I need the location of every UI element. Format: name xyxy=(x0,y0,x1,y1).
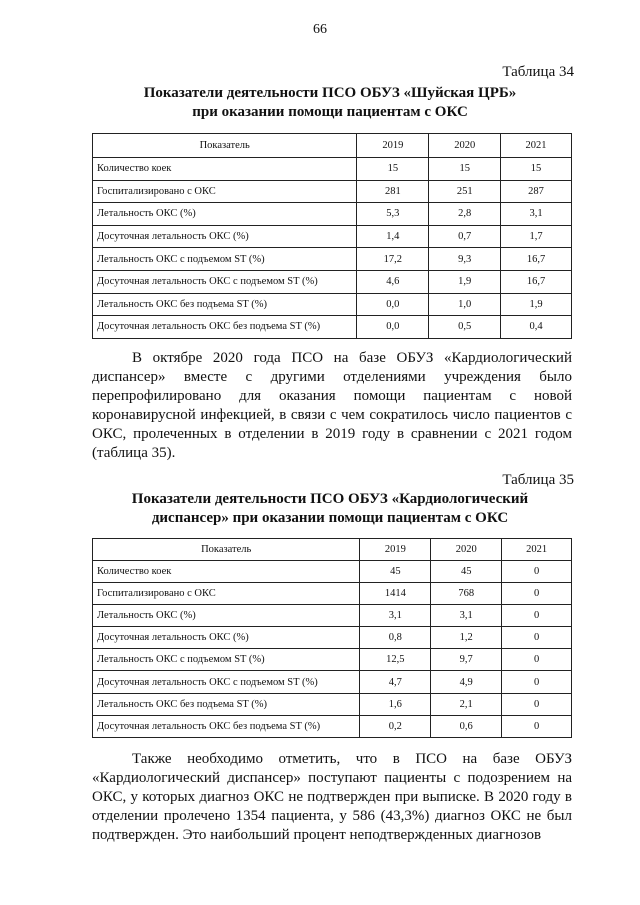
value-cell: 0 xyxy=(502,561,572,583)
value-cell: 0,0 xyxy=(357,293,429,316)
value-cell: 1,9 xyxy=(429,270,501,293)
value-cell: 1,2 xyxy=(431,627,502,649)
value-cell: 0,4 xyxy=(501,316,572,339)
value-cell: 1,6 xyxy=(360,693,431,715)
table-row xyxy=(93,561,572,583)
indicator-cell: Госпитализировано с ОКС xyxy=(93,180,357,203)
table-row xyxy=(93,649,572,671)
table35 xyxy=(92,538,572,738)
column-header: 2019 xyxy=(360,539,431,561)
paragraph-line: «Кардиологический диспансер» поступают пациенты с подозрением на xyxy=(92,770,572,786)
table-row xyxy=(93,158,572,181)
paragraph-line: подтвержден. Это наибольший процент неподтвержденных диагнозов xyxy=(92,827,542,843)
value-cell: 45 xyxy=(431,561,502,583)
table35-title-line: диспансер» при оказании помощи пациентам с ОКС xyxy=(151,510,509,526)
table34-title xyxy=(80,84,580,122)
table-row xyxy=(93,316,572,339)
table-row xyxy=(93,293,572,316)
indicator-cell: Госпитализировано с ОКС xyxy=(93,583,360,605)
value-cell: 0,6 xyxy=(431,715,502,737)
table-row xyxy=(93,605,572,627)
indicator-cell: Летальность ОКС с подъемом ST (%) xyxy=(93,248,357,271)
paragraph-line: В октябре 2020 года ПСО на базе ОБУЗ «Кардиологический xyxy=(132,350,572,366)
table35-label: Таблица 35 xyxy=(502,472,574,488)
paragraph-2 xyxy=(92,750,572,845)
indicator-cell: Количество коек xyxy=(93,158,357,181)
value-cell: 45 xyxy=(360,561,431,583)
value-cell: 768 xyxy=(431,583,502,605)
paragraph-1 xyxy=(92,349,572,463)
paragraph-line: коронавирусной инфекцией, в связи с чем сократилось число пациентов с xyxy=(92,407,572,423)
paragraph-line: Также необходимо отметить, что в ПСО на базе ОБУЗ xyxy=(132,751,572,767)
value-cell: 0 xyxy=(502,627,572,649)
value-cell: 0,5 xyxy=(429,316,501,339)
value-cell: 0 xyxy=(502,693,572,715)
table-row xyxy=(93,225,572,248)
value-cell: 17,2 xyxy=(357,248,429,271)
value-cell: 15 xyxy=(357,158,429,181)
value-cell: 1414 xyxy=(360,583,431,605)
value-cell: 3,1 xyxy=(501,203,572,226)
indicator-cell: Летальность ОКС без подъема ST (%) xyxy=(93,293,357,316)
paragraph-line: отделении пролечено 1354 пациента, у 586 (43,3%) диагноз ОКС не был xyxy=(92,808,572,824)
table-row xyxy=(93,627,572,649)
column-header: 2020 xyxy=(429,134,501,158)
value-cell: 9,3 xyxy=(429,248,501,271)
value-cell: 1,9 xyxy=(501,293,572,316)
table-row xyxy=(93,715,572,737)
value-cell: 2,8 xyxy=(429,203,501,226)
column-header: 2021 xyxy=(502,539,572,561)
value-cell: 4,9 xyxy=(431,671,502,693)
paragraph-line: перепрофилировано для оказания помощи пациентам с новой xyxy=(92,388,572,404)
value-cell: 0,8 xyxy=(360,627,431,649)
value-cell: 3,1 xyxy=(360,605,431,627)
indicator-cell: Летальность ОКС (%) xyxy=(93,605,360,627)
table-row xyxy=(93,270,572,293)
paragraph-line: ОКС, у которых диагноз ОКС не подтвержден при выписке. В 2020 году в xyxy=(92,789,572,805)
value-cell: 16,7 xyxy=(501,270,572,293)
table34-title-line: при оказании помощи пациентам с ОКС xyxy=(192,104,468,120)
value-cell: 16,7 xyxy=(501,248,572,271)
indicator-cell: Летальность ОКС с подъемом ST (%) xyxy=(93,649,360,671)
value-cell: 0,7 xyxy=(429,225,501,248)
value-cell: 15 xyxy=(429,158,501,181)
table34-title-line: Показатели деятельности ПСО ОБУЗ «Шуйская ЦРБ» xyxy=(143,85,517,101)
value-cell: 0 xyxy=(502,583,572,605)
value-cell: 9,7 xyxy=(431,649,502,671)
indicator-cell: Досуточная летальность ОКС (%) xyxy=(93,225,357,248)
column-header: Показатель xyxy=(93,134,357,158)
paragraph-line: ОКС, пролеченных в отделении в 2019 году в сравнении с 2021 годом xyxy=(92,426,572,442)
table-header-row xyxy=(93,134,572,158)
table35-title-line: Показатели деятельности ПСО ОБУЗ «Кардиологический xyxy=(131,491,529,507)
value-cell: 3,1 xyxy=(431,605,502,627)
indicator-cell: Досуточная летальность ОКС с подъемом ST (%) xyxy=(93,270,357,293)
indicator-cell: Досуточная летальность ОКС без подъема ST (%) xyxy=(93,316,357,339)
column-header: Показатель xyxy=(93,539,360,561)
value-cell: 0 xyxy=(502,671,572,693)
value-cell: 0 xyxy=(502,715,572,737)
paragraph-line: (таблица 35). xyxy=(92,445,176,461)
value-cell: 0,0 xyxy=(357,316,429,339)
value-cell: 0 xyxy=(502,605,572,627)
value-cell: 4,6 xyxy=(357,270,429,293)
table34-label: Таблица 34 xyxy=(502,64,574,80)
value-cell: 287 xyxy=(501,180,572,203)
value-cell: 251 xyxy=(429,180,501,203)
indicator-cell: Досуточная летальность ОКС без подъема ST (%) xyxy=(93,715,360,737)
indicator-cell: Летальность ОКС (%) xyxy=(93,203,357,226)
value-cell: 15 xyxy=(501,158,572,181)
indicator-cell: Досуточная летальность ОКС с подъемом ST (%) xyxy=(93,671,360,693)
table-row xyxy=(93,671,572,693)
table-row xyxy=(93,693,572,715)
column-header: 2019 xyxy=(357,134,429,158)
indicator-cell: Количество коек xyxy=(93,561,360,583)
paragraph-line: диспансер» вместе с другими отделениями учреждения было xyxy=(92,369,572,385)
value-cell: 0,2 xyxy=(360,715,431,737)
value-cell: 1,7 xyxy=(501,225,572,248)
value-cell: 12,5 xyxy=(360,649,431,671)
value-cell: 2,1 xyxy=(431,693,502,715)
table35-title xyxy=(80,490,580,528)
value-cell: 4,7 xyxy=(360,671,431,693)
table34 xyxy=(92,133,572,339)
table-row xyxy=(93,203,572,226)
value-cell: 1,4 xyxy=(357,225,429,248)
column-header: 2020 xyxy=(431,539,502,561)
table-row xyxy=(93,180,572,203)
value-cell: 1,0 xyxy=(429,293,501,316)
table-header-row xyxy=(93,539,572,561)
table-row xyxy=(93,248,572,271)
column-header: 2021 xyxy=(501,134,572,158)
page-number: 66 xyxy=(313,22,327,37)
table-row xyxy=(93,583,572,605)
indicator-cell: Летальность ОКС без подъема ST (%) xyxy=(93,693,360,715)
value-cell: 281 xyxy=(357,180,429,203)
indicator-cell: Досуточная летальность ОКС (%) xyxy=(93,627,360,649)
value-cell: 5,3 xyxy=(357,203,429,226)
value-cell: 0 xyxy=(502,649,572,671)
